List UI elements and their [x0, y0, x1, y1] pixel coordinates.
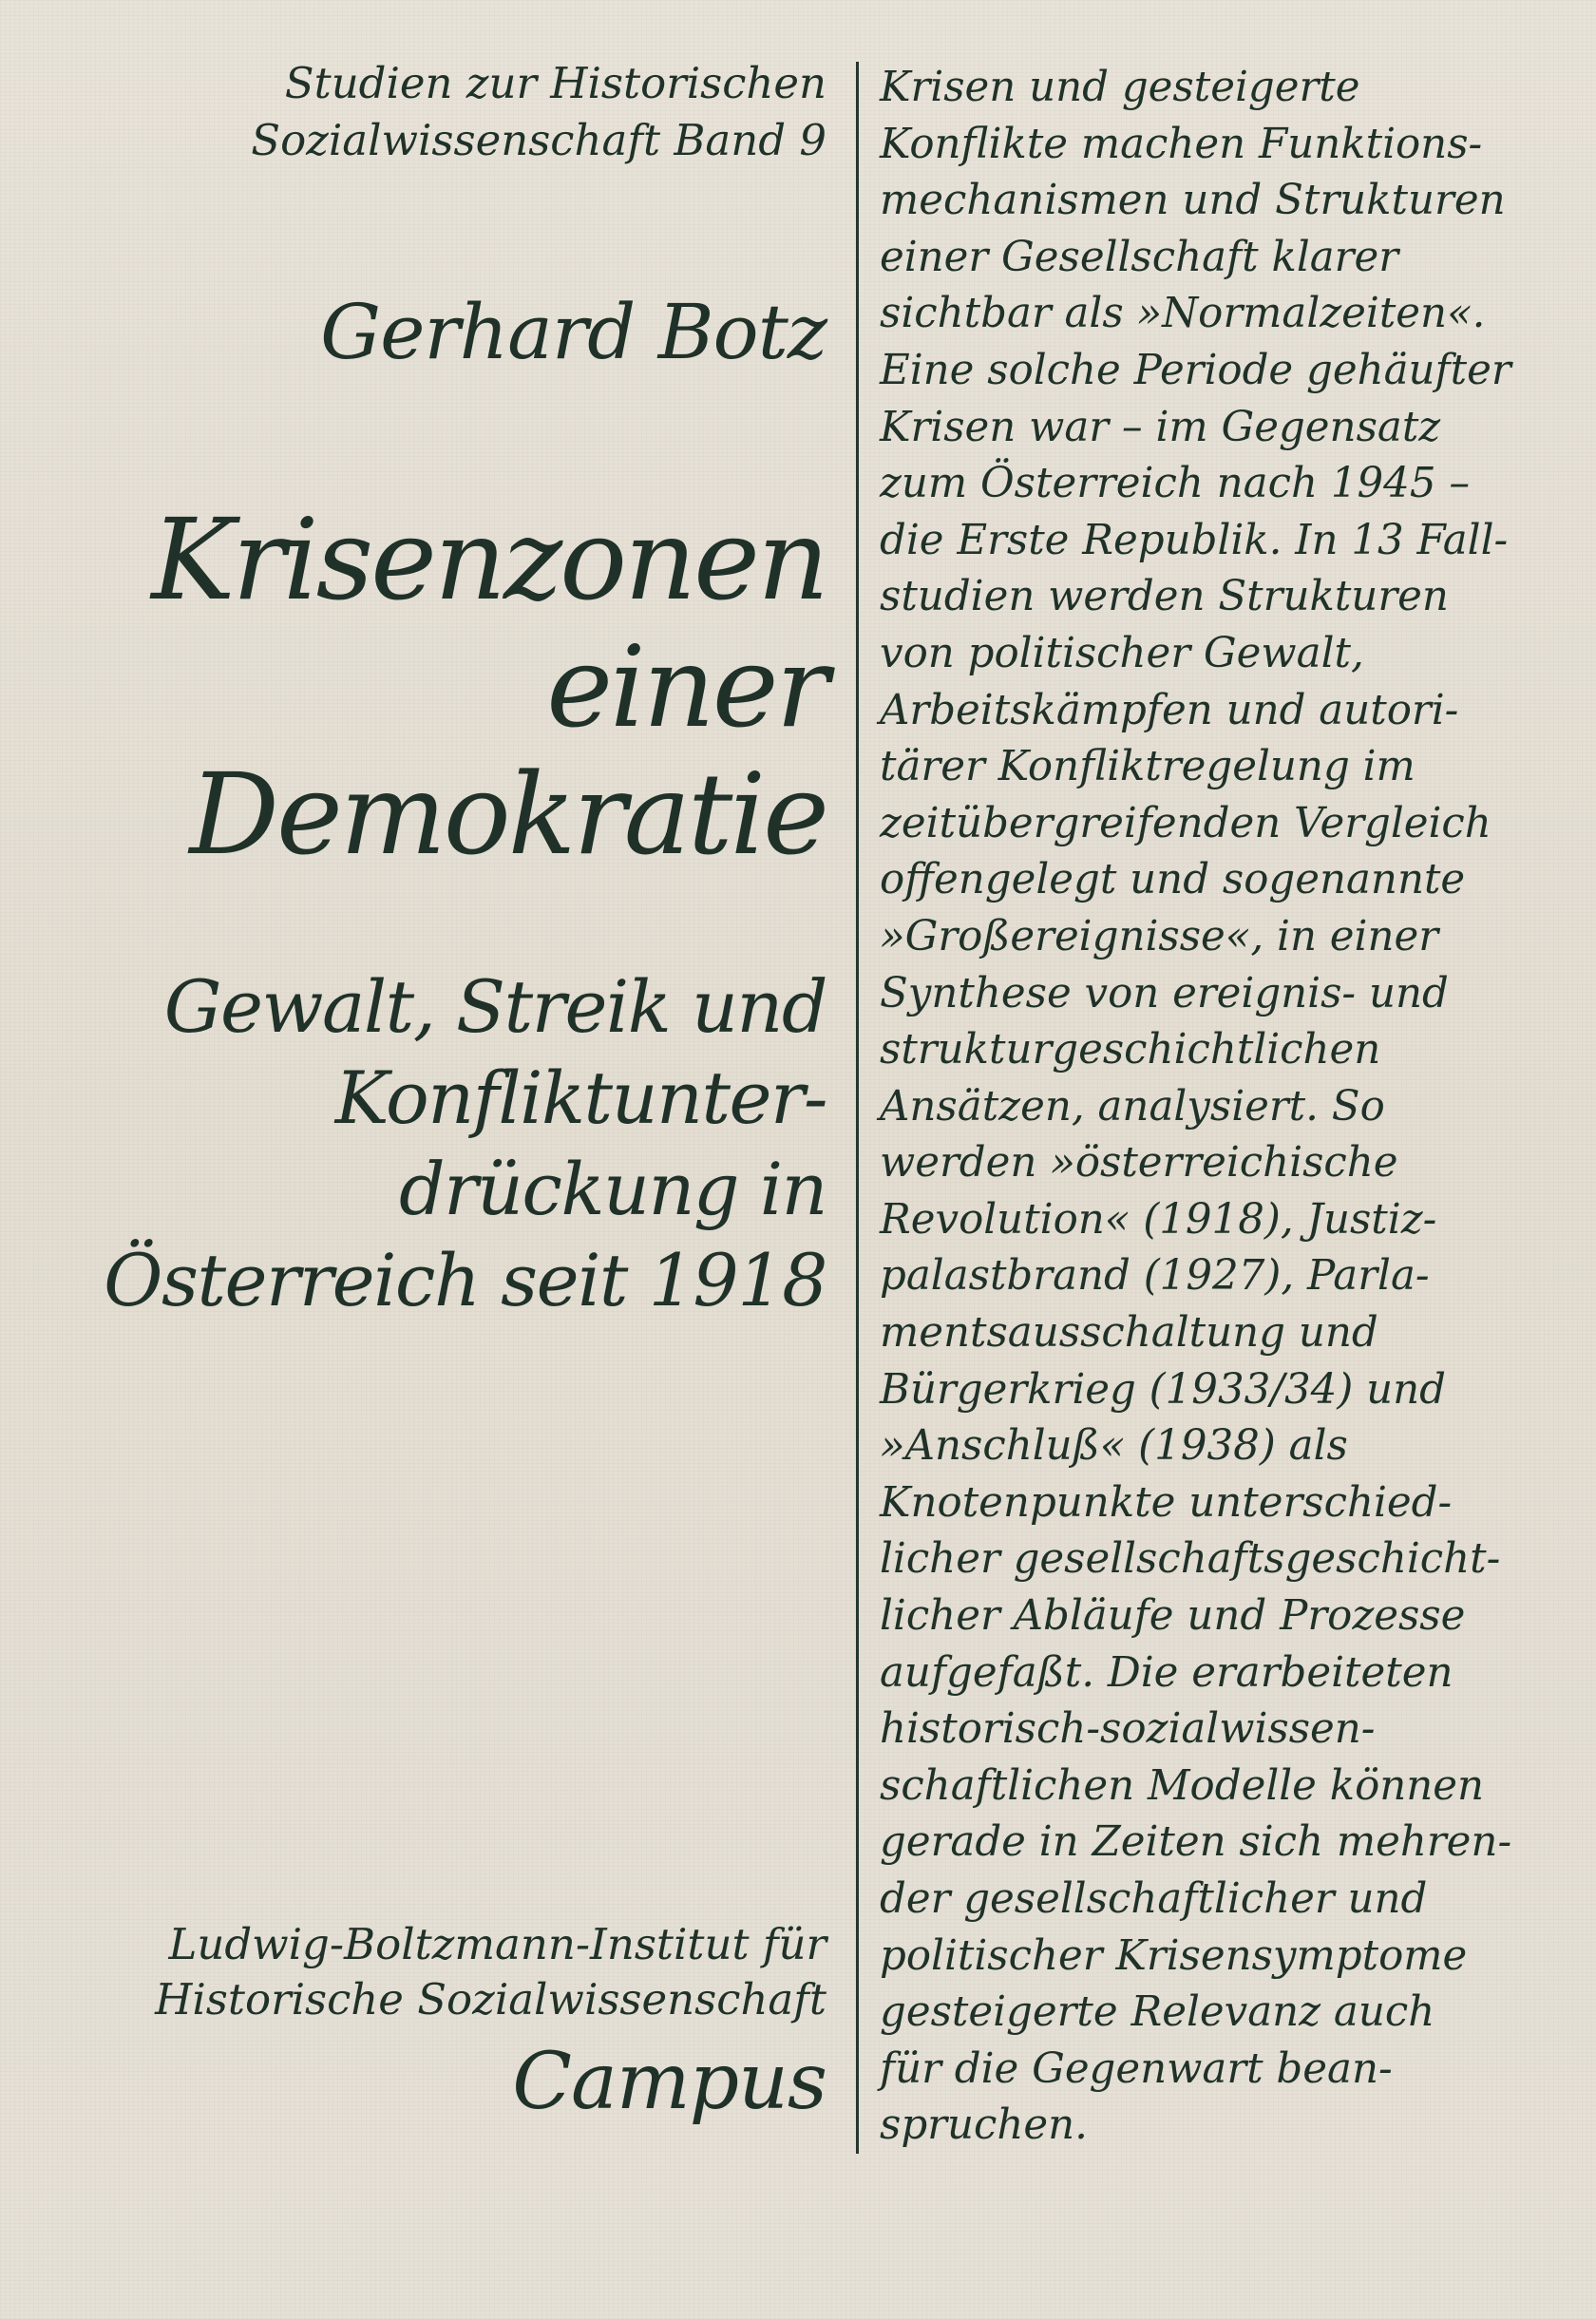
subtitle-line-1: Gewalt, Streik und: [163, 964, 826, 1049]
blurb-line: »Großereignisse«, in einer: [880, 912, 1438, 960]
subtitle-line-2: Konfliktunter-: [334, 1055, 826, 1140]
blurb-line: zum Österreich nach 1945 –: [880, 460, 1471, 508]
blurb-line: spruchen.: [880, 2101, 1088, 2150]
blurb-line: mentsausschaltung und: [880, 1309, 1378, 1358]
blurb-line: einer Gesellschaft klarer: [880, 233, 1399, 281]
blurb-line: Bürgerkrieg (1933/34) und: [880, 1365, 1447, 1414]
column-divider: [856, 62, 859, 2154]
blurb-line: licher gesellschaftsgeschicht-: [880, 1535, 1501, 1584]
blurb-line: offengelegt und sogenannte: [880, 856, 1466, 904]
blurb-line: Krisen war – im Gegensatz: [880, 403, 1441, 451]
blurb-line: tärer Konfliktregelung im: [880, 743, 1416, 791]
blurb-line: historisch-sozialwissen-: [880, 1705, 1376, 1754]
blurb-text: [880, 60, 1583, 2155]
blurb-line: gerade in Zeiten sich mehren-: [880, 1818, 1512, 1867]
subtitle-line-3: drückung in: [398, 1147, 826, 1231]
blurb-line: aufgefaßt. Die erarbeiteten: [880, 1648, 1454, 1697]
blurb-line: Revolution« (1918), Justiz-: [880, 1195, 1437, 1244]
blurb-line: mechanismen und Strukturen: [880, 177, 1506, 225]
institute-line-2: Historische Sozialwissenschaft: [155, 1974, 826, 2024]
blurb-line: Krisen und gesteigerte: [880, 64, 1360, 111]
blurb-line: schaftlichen Modelle können: [880, 1761, 1485, 1810]
blurb-line: studien werden Strukturen: [880, 573, 1449, 621]
blurb-line: Knotenpunkte unterschied-: [880, 1478, 1453, 1527]
blurb-line: »Anschluß« (1938) als: [880, 1422, 1348, 1471]
blurb-line: sichtbar als »Normalzeiten«.: [880, 290, 1486, 338]
blurb-line: Synthese von ereignis- und: [880, 969, 1449, 1017]
blurb-line: gesteigerte Relevanz auch: [880, 1988, 1435, 2037]
author-name: Gerhard Botz: [320, 288, 826, 376]
blurb-line: Ansätzen, analysiert. So: [880, 1082, 1385, 1131]
subtitle-line-4: Österreich seit 1918: [104, 1238, 826, 1322]
publisher-name: Campus: [512, 2037, 826, 2127]
title-line-1: Krisenzonen: [151, 494, 826, 625]
series-line-2: Sozialwissenschaft Band 9: [251, 115, 826, 165]
blurb-line: werden »österreichische: [880, 1139, 1398, 1188]
book-title: [95, 496, 826, 878]
blurb-line: zeitübergreifenden Vergleich: [880, 799, 1492, 847]
series-line-1: Studien zur Historischen: [284, 58, 826, 108]
blurb-line: der gesellschaftlicher und: [880, 1875, 1428, 1923]
blurb-line: politischer Krisensymptome: [880, 1931, 1468, 1980]
blurb-line: palastbrand (1927), Parla-: [880, 1252, 1430, 1301]
blurb-line: strukturgeschichtlichen: [880, 1026, 1381, 1074]
series-title: [95, 55, 826, 169]
blurb-line: die Erste Republik. In 13 Fall-: [880, 516, 1509, 564]
blurb-line: für die Gegenwart bean-: [880, 2044, 1393, 2093]
blurb-line: Eine solche Periode gehäufter: [880, 346, 1511, 394]
title-line-2: einer: [546, 621, 826, 752]
book-subtitle: [95, 961, 826, 1326]
blurb-line: licher Abläufe und Prozesse: [880, 1592, 1466, 1641]
institute-line-1: Ludwig-Boltzmann-Institut für: [168, 1919, 826, 1969]
title-line-3: Demokratie: [189, 749, 826, 880]
blurb-line: Konflikte machen Funktions-: [880, 120, 1483, 168]
blurb-line: Arbeitskämpfen und autori-: [880, 686, 1459, 734]
blurb-line: von politischer Gewalt,: [880, 629, 1364, 677]
institute-name: [95, 1917, 826, 2027]
